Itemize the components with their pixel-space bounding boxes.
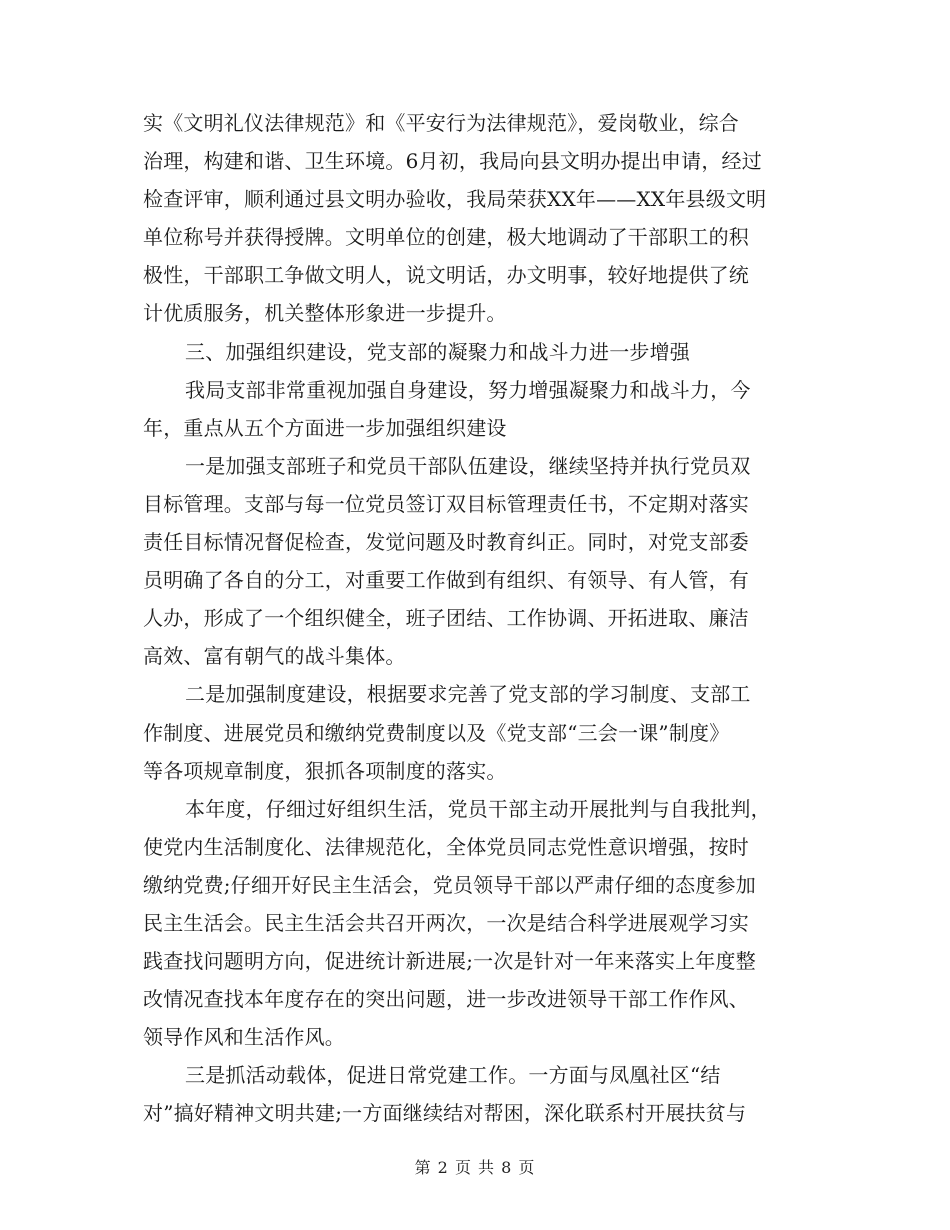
text-line: 缴纳党费;仔细开好民主生活会，党员领导干部以严肃仔细的态度参加 — [143, 872, 756, 897]
text-line: 践查找问题明方向，促进统计新进展;一次是针对一年来落实上年度整 — [143, 949, 756, 974]
text-line: 极性，干部职工争做文明人，说文明话，办文明事，较好地提供了统 — [143, 263, 749, 288]
text-line: 民主生活会。民主生活会共召开两次，一次是结合科学进展观学习实 — [143, 910, 749, 935]
document-body — [143, 104, 808, 1133]
text-line: 对”搞好精神文明共建;一方面继续结对帮困，深化联系村开展扶贫与 — [143, 1101, 747, 1126]
text-line: 员明确了各自的分工，对重要工作做到有组织、有领导、有人管，有 — [143, 568, 749, 593]
text-line: 使党内生活制度化、法律规范化，全体党员同志党性意识增强，按时 — [143, 834, 749, 859]
text-line: 人办，形成了一个组织健全，班子团结、工作协调、开拓进取、廉洁 — [143, 606, 749, 631]
text-line: 检查评审，顺利通过县文明办验收，我局荣获XX年——XX年县级文明 — [143, 187, 767, 212]
text-line: 领导作风和生活作风。 — [143, 1025, 345, 1050]
text-line: 高效、富有朝气的战斗集体。 — [143, 644, 406, 669]
paragraph-start: 我局支部非常重视加强自身建设，努力增强凝聚力和战斗力，今 — [185, 377, 751, 402]
text-line: 等各项规章制度，狠抓各项制度的落实。 — [143, 758, 507, 783]
text-line: 年，重点从五个方面进一步加强组织建设 — [143, 415, 507, 440]
text-line: 实《文明礼仪法律规范》和《平安行为法律规范》，爱岗敬业，综合 — [143, 111, 739, 135]
text-line: 作制度、进展党员和缴纳党费制度以及《党支部“三会一课”制度》 — [143, 720, 730, 745]
text-line: 目标管理。支部与每一位党员签订双目标管理责任书，不定期对落实 — [143, 491, 749, 516]
page-number-footer: 第 2 页 共 8 页 — [414, 1158, 536, 1177]
paragraph-start: 三是抓活动载体，促进日常党建工作。一方面与凤凰社区“结 — [185, 1063, 721, 1088]
paragraph-start: 本年度，仔细过好组织生活，党员干部主动开展批判与自我批判， — [185, 796, 771, 821]
text-line: 治理，构建和谐、卫生环境。6月初，我局向县文明办提出申请，经过 — [143, 149, 762, 174]
text-line: 责任目标情况督促检查，发觉问题及时教育纠正。同时，对党支部委 — [143, 530, 749, 555]
text-line: 改情况查找本年度存在的突出问题，进一步改进领导干部工作作风、 — [143, 987, 749, 1012]
text-line: 单位称号并获得授牌。文明单位的创建，极大地调动了干部职工的积 — [143, 225, 749, 250]
paragraph-start: 二是加强制度建设，根据要求完善了党支部的学习制度、支部工 — [185, 682, 751, 707]
paragraph-start: 一是加强支部班子和党员干部队伍建设，继续坚持并执行党员双 — [185, 453, 751, 478]
text-line: 计优质服务，机关整体形象进一步提升。 — [143, 301, 507, 326]
section-heading: 三、加强组织建设，党支部的凝聚力和战斗力进一步增强 — [185, 339, 690, 364]
